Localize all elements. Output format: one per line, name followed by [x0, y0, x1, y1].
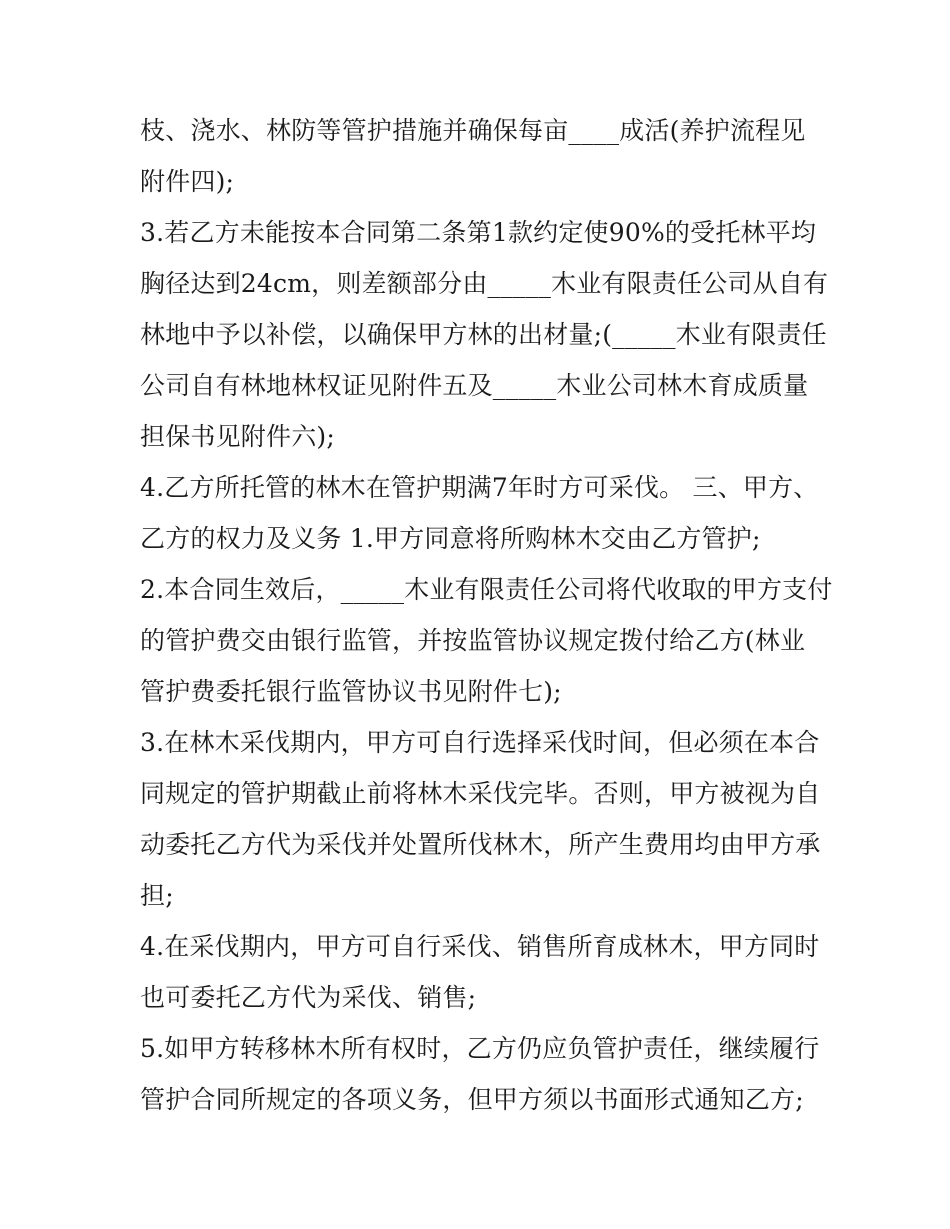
text-line: 动委托乙方代为采伐并处置所伐林木，所产生费用均由甲方承 — [140, 830, 821, 859]
text-line: 4.在采伐期内，甲方可自行采伐、销售所育成林木，甲方同时 — [140, 932, 820, 961]
text-line: 5.如甲方转移林木所有权时，乙方仍应负管护责任，继续履行 — [140, 1034, 820, 1063]
text-line: 4.乙方所托管的林木在管护期满7年时方可采伐。 三、甲方、 — [140, 473, 819, 502]
text-line: 也可委托乙方代为采伐、销售; — [140, 983, 477, 1012]
text-line: 林地中予以补偿，以确保甲方林的出材量;(_____木业有限责任 — [140, 320, 827, 349]
text-line: 公司自有林地林权证见附件五及_____木业公司林木育成质量 — [140, 371, 809, 400]
text-line: 枝、浇水、林防等管护措施并确保每亩____成活(养护流程见 — [140, 116, 806, 145]
text-line: 2.本合同生效后，_____木业有限责任公司将代收取的甲方支付 — [140, 575, 833, 604]
text-line: 同规定的管护期截止前将林木采伐完毕。否则，甲方被视为自 — [140, 779, 821, 808]
text-line: 胸径达到24cm，则差额部分由_____木业有限责任公司从自有 — [140, 269, 829, 298]
text-line: 3.若乙方未能按本合同第二条第1款约定使90%的受托林平均 — [140, 218, 817, 247]
text-line: 管护费委托银行监管协议书见附件七); — [140, 677, 562, 706]
text-line: 担保书见附件六); — [140, 422, 335, 451]
text-line: 乙方的权力及义务 1.甲方同意将所购林木交由乙方管护; — [140, 524, 761, 553]
text-line: 附件四); — [140, 167, 235, 196]
text-line: 管护合同所规定的各项义务，但甲方须以书面形式通知乙方; — [140, 1085, 804, 1114]
text-line: 3.在林木采伐期内，甲方可自行选择采伐时间，但必须在本合 — [140, 728, 820, 757]
document-body — [140, 105, 833, 1125]
text-line: 担; — [140, 881, 174, 910]
text-line: 的管护费交由银行监管，并按监管协议规定拨付给乙方(林业 — [140, 626, 806, 655]
